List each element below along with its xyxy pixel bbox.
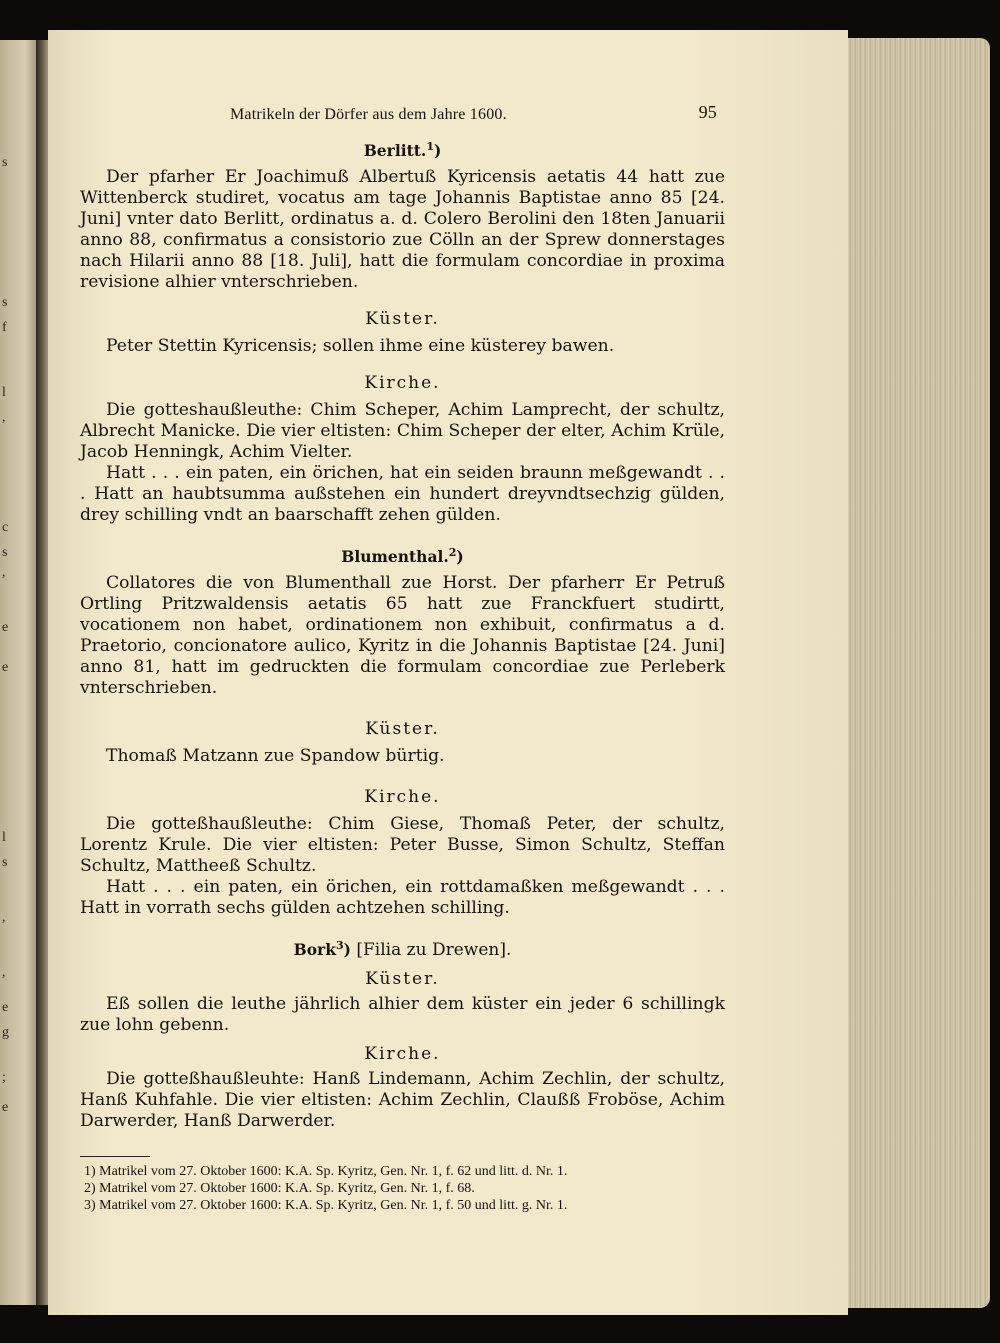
subheading: Küster. (365, 309, 440, 329)
margin-char: l (2, 830, 6, 845)
paragraph: Die gotteßhaußleuthe: Chim Giese, Thomaß Peter, der schultz, Lorentz Krule. Die vier eltisten: Peter Busse, Simon Schultz, Steffan Schultz, Mattheeß Schultz. (80, 814, 725, 876)
heading-text: Berlitt. (363, 141, 427, 160)
footnote-ref: 1 (426, 139, 434, 153)
heading-suffix: [Filia zu Drewen]. (350, 940, 512, 960)
margin-char: , (2, 410, 6, 425)
margin-char: s (2, 855, 8, 870)
footnote-ref: 3 (335, 938, 344, 952)
footnote: 2) Matrikel vom 27. Oktober 1600: K.A. Sp. Kyritz, Gen. Nr. 1, f. 68. (84, 1181, 475, 1196)
heading-text: Bork (293, 940, 336, 959)
page-number: 95 (698, 102, 717, 122)
margin-char: g (2, 1025, 9, 1040)
margin-char: e (2, 1000, 9, 1015)
footnote: 3) Matrikel vom 27. Oktober 1600: K.A. Sp. Kyritz, Gen. Nr. 1, f. 50 und litt. g. Nr. 1. (84, 1198, 568, 1213)
subheading: Kirche. (364, 787, 441, 807)
margin-char: e (2, 660, 9, 675)
paragraph: Eß sollen die leuthe jährlich alhier dem küster ein jeder 6 schillingk zue lohn gebenn. (80, 994, 725, 1035)
running-title: Matrikeln der Dörfer aus dem Jahre 1600. (230, 106, 507, 123)
paragraph: Der pfarher Er Joachimuß Albertuß Kyricensis aetatis 44 hatt zue Wittenberck studiret, vocatus am tage Johannis Baptistae anno 85 [24. Juni] vnter dato Berlitt, ordinatus a. d. Colero Berolini den 18ten Januarii anno 88, confirmatus a consistorio zue Cölln an der Sprew donnerstages nach Hilarii anno 88 [18. Juli], hatt die formulam concordiae in proxima revisione alhier vnterschrieben. (80, 167, 725, 292)
paragraph: Peter Stettin Kyricensis; sollen ihme eine küsterey bawen. (106, 336, 615, 356)
margin-char: l (2, 385, 6, 400)
running-header (80, 96, 725, 126)
paragraph: Die gotteshaußleuthe: Chim Scheper, Achim Lamprecht, der schultz, Albrecht Manicke. Die vier eltisten: Chim Scheper der elter, Achim Krüle, Jacob Henningk, Achim Vielter. (80, 400, 725, 462)
footnotes (80, 1163, 725, 1214)
section-heading: Berlitt.$^1$) (363, 139, 442, 160)
margin-char: ; (2, 1070, 6, 1085)
heading-text: Blumenthal. (341, 547, 449, 566)
margin-char: e (2, 620, 9, 635)
margin-char: c (2, 520, 9, 535)
footnote: 1) Matrikel vom 27. Oktober 1600: K.A. Sp. Kyritz, Gen. Nr. 1, f. 62 und litt. d. Nr. 1. (84, 1164, 568, 1179)
facing-page-edge (0, 40, 36, 1305)
section-heading: Blumenthal.$^2$) (341, 545, 464, 566)
paragraph: Hatt . . . ein paten, ein örichen, hat ein seiden braunn meßgewandt . . . Hatt an haubtsumma außstehen ein hundert dreyvndtsechzig gülden, drey schilling vndt an baarschafft zehen gülden. (80, 463, 725, 525)
margin-char: s (2, 295, 8, 310)
paragraph: Collatores die von Blumenthall zue Horst. Der pfarherr Er Petruß Ortling Pritzwaldensis aetatis 65 hatt zue Franckfuert studirtt, vocationem non habet, ordinationem non exhibuit, confirmatus a d. Praetorio, concionatore aulico, Kyritz in die Johannis Baptistae [24. Juni] anno 81, hatt im gedruckten die formulam concordiae zue Perleberk vnterschrieben. (80, 573, 725, 698)
subheading: Kirche. (364, 373, 441, 393)
margin-char: s (2, 155, 8, 170)
margin-char: , (2, 965, 6, 980)
section-heading: Bork$^3$) [Filia zu Drewen]. (293, 938, 512, 960)
margin-char: s (2, 545, 8, 560)
margin-char: f (2, 320, 7, 335)
footnote-ref: 2 (448, 545, 457, 559)
page-text (80, 96, 725, 1214)
footnote-rule (80, 1156, 150, 1157)
paragraph: Die gotteßhaußleuhte: Hanß Lindemann, Achim Zechlin, der schultz, Hanß Kuhfahle. Die vier eltisten: Achim Zechlin, Claußß Froböse, Achim Darwerder, Hanß Darwerder. (80, 1069, 725, 1131)
margin-char: e (2, 1100, 9, 1115)
paragraph: Thomaß Matzann zue Spandow bürtig. (106, 746, 445, 766)
margin-char: , (2, 565, 6, 580)
paragraph: Hatt . . . ein paten, ein örichen, ein rottdamaßken meßgewandt . . . Hatt in vorrath sechs gülden achtzehen schilling. (80, 877, 725, 918)
subheading: Küster. (365, 969, 440, 989)
subheading: Kirche. (364, 1044, 441, 1064)
margin-char: , (2, 910, 6, 925)
subheading: Küster. (365, 719, 440, 739)
page-edges (842, 38, 990, 1308)
